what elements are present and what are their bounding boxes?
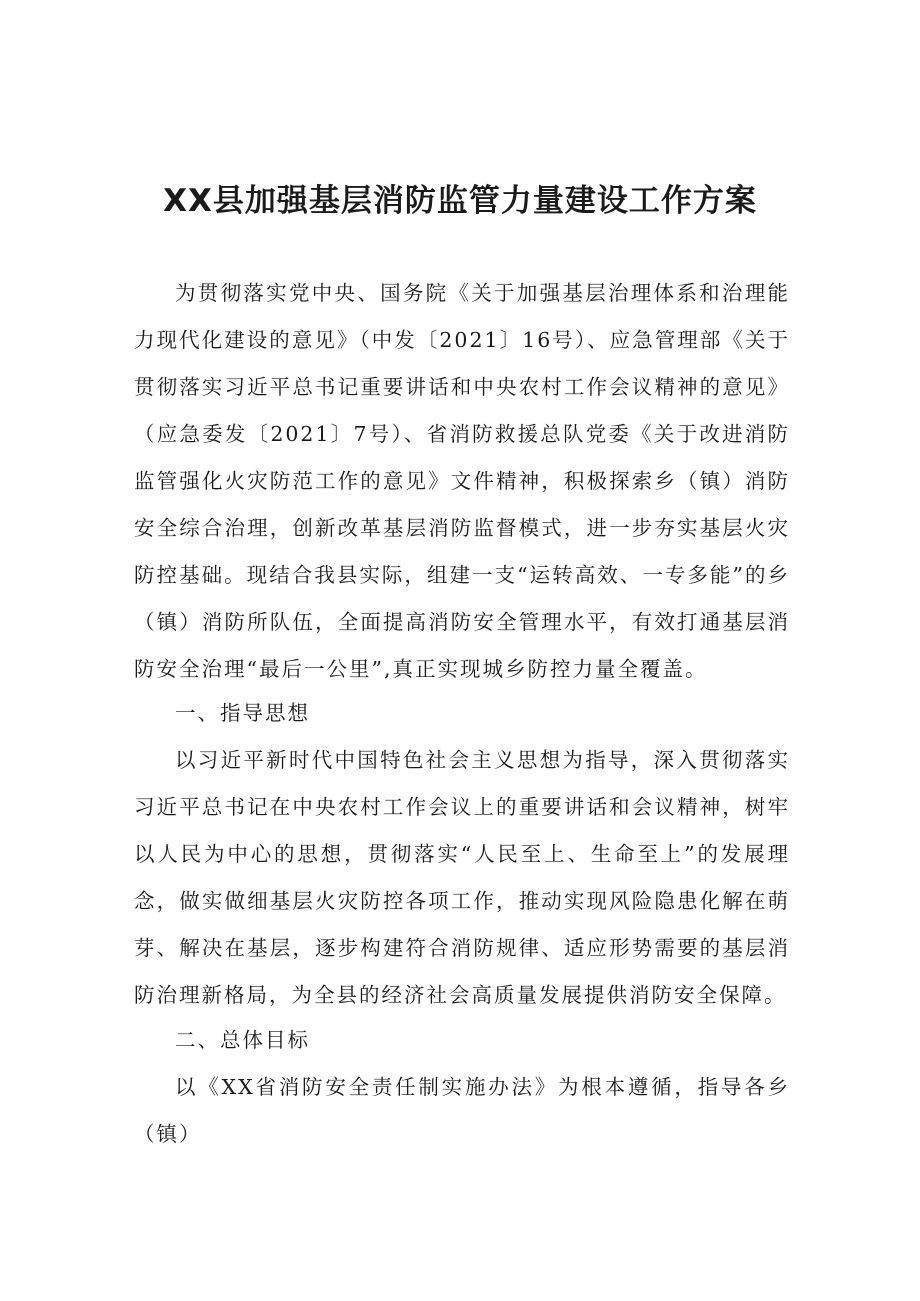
overall-goals-paragraph: 以《XX省消防安全责任制实施办法》为根本遵循，指导各乡（镇）: [134, 1075, 790, 1146]
intro-paragraph: 为贯彻落实党中央、国务院《关于加强基层治理体系和治理能力现代化建设的意见》（中发〔2021〕16号）、应急管理部《关于贯彻落实习近平总书记重要讲话和中央农村工作会议精神的意见》（应急委发〔2021〕7号）、省消防救援总队党委《关于改进消防监管强化火灾防范工作的意见》文件精神，积极探索乡（镇）消防安全综合治理，创新改革基层消防监督模式，进一步夯实基层火灾防控基础。现结合我县实际，组建一支“运转高效、一专多能”的乡（镇）消防所队伍，全面提高消防安全管理水平，有效打通基层消防安全治理“最后一公里”,真正实现城乡防控力量全覆盖。: [134, 281, 790, 681]
document-title: XX县加强基层消防监管力量建设工作方案: [163, 183, 757, 219]
guiding-ideology-paragraph: 以习近平新时代中国特色社会主义思想为指导，深入贯彻落实习近平总书记在中央农村工作会议上的重要讲话和会议精神，树牢以人民为中心的思想，贯彻落实“人民至上、生命至上”的发展理念，做实做细基层火灾防控各项工作，推动实现风险隐患化解在萌芽、解决在基层，逐步构建符合消防规律、适应形势需要的基层消防治理新格局，为全县的经济社会高质量发展提供消防安全保障。: [134, 748, 790, 1007]
section-heading-guiding-ideology: 一、指导思想: [175, 701, 310, 725]
section-heading-overall-goals: 二、总体目标: [175, 1028, 310, 1052]
